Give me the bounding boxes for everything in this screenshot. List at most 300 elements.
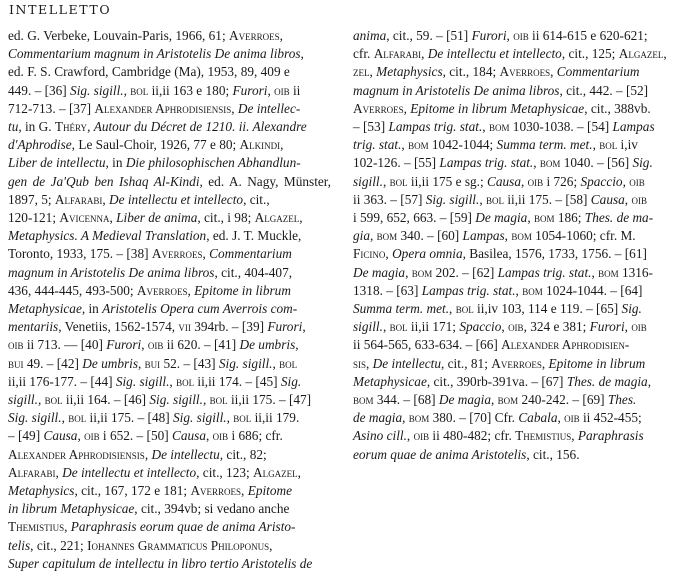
text-run: , — [206, 428, 213, 444]
text-line — [353, 82, 691, 100]
text-run: Ficino — [353, 246, 386, 262]
text-line — [8, 209, 331, 227]
text-run: Metaphysicae — [8, 301, 82, 317]
text-run: Epitome — [247, 483, 293, 499]
text-line — [353, 427, 691, 445]
text-run: vii — [178, 319, 191, 335]
text-line — [8, 336, 331, 354]
text-run: ii,ii 175. – [48] — [86, 410, 174, 426]
text-line — [353, 27, 691, 45]
text-run: , — [55, 464, 63, 480]
text-line — [353, 245, 691, 263]
text-run: Alfarabi — [8, 464, 56, 480]
text-run: , cit., 81; — [440, 355, 492, 371]
text-run: , — [144, 446, 152, 462]
text-run: Alkindi — [239, 137, 281, 153]
text-run: Metaphysics — [8, 483, 75, 499]
text-run: bui — [8, 355, 24, 371]
text-run: , cit., 167, 172 e 181; — [74, 483, 191, 499]
text-run: bom — [408, 410, 430, 426]
left-column — [8, 27, 331, 573]
text-run: Algazel — [253, 464, 298, 480]
text-run: zel — [353, 64, 370, 80]
text-run: cfr. — [353, 46, 374, 62]
text-run: Sig. — [632, 155, 653, 171]
text-run: Causa — [172, 428, 206, 444]
text-run: i 599, 652, 663. – [59] — [353, 210, 476, 226]
text-run: , — [302, 319, 306, 335]
text-run: , — [402, 410, 409, 426]
text-run: , in — [81, 301, 103, 317]
text-line — [8, 154, 331, 172]
text-run: Paraphrasis — [577, 428, 644, 444]
text-run: , — [541, 355, 549, 371]
text-run: 712-713. – [37] — [8, 100, 95, 116]
text-run: Epitome in librum — [194, 282, 291, 298]
text-line — [353, 173, 691, 191]
text-run: Averroes — [190, 483, 242, 499]
text-run: oib — [413, 428, 430, 444]
text-run: ii,ii 163 e 180; — [148, 82, 233, 98]
text-run: Furori — [106, 337, 142, 353]
text-run: Lampas — [462, 228, 505, 244]
text-run: , — [527, 210, 534, 226]
running-head: INTELLETTO — [9, 2, 112, 17]
text-run: Furori — [589, 319, 625, 335]
text-run: Algazel — [618, 46, 664, 62]
text-run: ed. F. S. Crawford, Cambridge (Ma), 1953, 89, 409 e — [8, 64, 290, 80]
text-run: , — [64, 519, 71, 535]
text-run: bom — [539, 155, 561, 171]
text-run: Summa term. met. — [496, 137, 593, 153]
text-run: , — [571, 428, 578, 444]
text-run: , — [533, 155, 540, 171]
text-run: , — [501, 319, 509, 335]
text-run: , in G. — [18, 119, 55, 135]
text-run: oib — [84, 428, 100, 444]
text-run: Algazel — [254, 210, 300, 226]
text-run: De intellectu — [151, 446, 220, 462]
text-line — [353, 446, 691, 464]
text-run: Sig. sigill. — [70, 82, 124, 98]
text-line — [8, 391, 331, 409]
text-line — [353, 300, 691, 318]
text-run: , — [279, 28, 283, 43]
text-run: Spaccio — [580, 173, 623, 189]
text-run: ii,ii 176-177. – [44] — [8, 373, 116, 389]
text-run: ii,ii 175. – [58] — [504, 191, 591, 207]
text-line — [8, 100, 331, 118]
text-run: 1318. – [63] — [353, 282, 422, 298]
text-run: bol — [130, 82, 149, 98]
text-run: De magia — [438, 392, 491, 408]
text-run: , — [141, 337, 148, 353]
text-run: 344. – [68] — [373, 392, 439, 408]
text-run: , Venetiis, 1562-1574, — [58, 319, 179, 335]
text-run: Lampas trig. stat. — [439, 155, 534, 171]
text-run: , — [504, 228, 512, 244]
text-line — [353, 227, 691, 245]
text-run: bol — [68, 410, 87, 426]
text-run: 102-126. – [55] — [353, 155, 440, 171]
text-line — [8, 282, 331, 300]
text-run: Commentarium — [209, 246, 292, 262]
text-run: , cit., 394vb; si vedano anche — [134, 501, 290, 517]
text-line — [353, 45, 691, 63]
text-line — [8, 427, 331, 445]
text-run: Alexander Aphrodisiensis — [94, 100, 232, 116]
text-run: 186; — [554, 210, 585, 226]
text-line — [353, 136, 691, 154]
text-line — [8, 446, 331, 464]
text-run: , — [490, 392, 498, 408]
text-run: , cit., 442. – [52] — [559, 82, 649, 98]
text-run: 52. – [43] — [160, 355, 219, 371]
text-run: bol — [599, 137, 618, 153]
text-run: Commentarium magnum in Aristotelis De anima libros — [8, 46, 301, 62]
text-line — [8, 245, 331, 263]
text-run: Sig. sigill. — [425, 191, 480, 207]
text-run: Aristotelis Opera cum Averrois com- — [102, 301, 298, 317]
text-run: Alfarabi — [373, 46, 422, 62]
text-run: , ed. J. T. Muckle, — [206, 228, 302, 244]
text-run: De magia — [475, 210, 528, 226]
text-run: sigill. — [8, 392, 38, 408]
text-run: bom — [488, 119, 510, 135]
text-run: Themistius — [8, 519, 65, 535]
text-run: Iohannes Grammaticus Philoponus — [87, 537, 270, 553]
text-run: ii 713. — [40] — [23, 337, 107, 353]
text-run: , — [295, 337, 299, 353]
text-line — [8, 318, 331, 336]
text-run: , — [591, 264, 599, 280]
text-run: , cit., 388vb. — [584, 100, 651, 116]
text-line — [8, 227, 331, 245]
text-run: Super capitulum de intellectu in libro tertio Aristotelis de — [8, 555, 313, 571]
text-run: , — [622, 173, 630, 189]
text-line — [353, 409, 691, 427]
text-line — [8, 45, 331, 63]
text-run: bom — [511, 228, 532, 244]
text-run: Lampas trig. stat. — [421, 282, 516, 298]
text-run: Sig. sigill. — [8, 410, 62, 426]
text-run: De intellectu et intellecto — [62, 464, 197, 480]
text-run: i 652. – [50] — [99, 428, 172, 444]
text-run: oib — [513, 28, 529, 43]
text-run: i,iv — [617, 137, 638, 153]
text-run: Alexander Aphrodisiensis — [8, 446, 145, 462]
text-run: , cit., — [243, 191, 270, 207]
text-run: Alfarabi — [54, 191, 103, 207]
text-run: Asino cill. — [353, 428, 407, 444]
text-run: bol — [389, 319, 408, 335]
text-run: bom — [598, 264, 619, 280]
text-run: , — [479, 191, 486, 207]
text-run: , cit., i 98; — [197, 210, 255, 226]
text-run: 120-121; — [8, 210, 60, 226]
text-run: , — [449, 301, 456, 317]
text-run: oib — [629, 173, 645, 189]
text-run: 380. – [70] Cfr. — [429, 410, 519, 426]
text-run: , — [624, 319, 632, 335]
text-line — [8, 500, 331, 518]
text-run: 1024-1044. – [64] — [542, 282, 643, 298]
text-run: 436, 444-445, 493-500; — [8, 282, 137, 298]
text-run: De intellectu — [372, 355, 441, 371]
text-run: oib — [508, 319, 524, 335]
text-line — [8, 537, 331, 555]
text-run: oib — [527, 173, 544, 189]
text-line — [353, 118, 691, 136]
text-run: Cabala — [518, 410, 558, 426]
text-run: i 726; — [543, 173, 581, 189]
text-run: ii 480-482; cfr. — [429, 428, 516, 444]
text-run: Metaphysics — [376, 64, 443, 80]
text-run: Liber de anima — [116, 210, 198, 226]
text-run: De intellec- — [237, 100, 301, 116]
text-run: Furori — [267, 319, 303, 335]
text-run: ii 620. – [41] — [163, 337, 240, 353]
text-run: , — [366, 355, 373, 371]
text-run: , cit., 404-407, — [214, 264, 293, 280]
text-run: , — [405, 264, 412, 280]
text-run: bol — [389, 173, 408, 189]
text-run: 1042-1044; — [428, 137, 497, 153]
text-line — [8, 464, 331, 482]
text-line — [8, 409, 331, 427]
text-run: , cit., 184; — [442, 64, 500, 80]
text-run: De umbris — [239, 337, 296, 353]
text-run: bol — [176, 373, 195, 389]
text-line — [353, 318, 691, 336]
text-line — [8, 264, 331, 282]
text-line — [353, 391, 691, 409]
text-run: Sig. — [280, 373, 302, 389]
text-run: Epitome in librum Metaphysicae — [410, 100, 585, 116]
text-run: , — [521, 173, 528, 189]
text-run: bom — [353, 392, 374, 408]
text-run: ii 564-565, 633-634. – [66] — [353, 337, 502, 353]
text-run: , — [109, 210, 117, 226]
text-run: Furori — [232, 82, 268, 98]
text-line — [353, 63, 691, 81]
text-run: , in — [105, 155, 126, 171]
text-line — [353, 209, 691, 227]
text-run: 449. – [36] — [8, 82, 71, 98]
text-line — [353, 282, 691, 300]
text-run: ii 363. – [57] — [353, 191, 426, 207]
text-run: Sig. sigill. — [115, 373, 170, 389]
text-run: eorum quae de anima Aristotelis — [353, 446, 527, 462]
text-run: telis — [8, 537, 31, 553]
text-run: bom — [497, 392, 519, 408]
text-line — [8, 27, 331, 45]
text-run: bom — [522, 282, 543, 298]
text-run: Lampas trig. stat. — [497, 264, 592, 280]
text-run: in librum Metaphysicae — [8, 501, 135, 517]
text-run: , — [624, 191, 632, 207]
text-run: oib — [631, 191, 647, 207]
text-run: Sig. sigill. — [218, 355, 273, 371]
text-run: , — [280, 137, 284, 153]
text-run: Epitome in librum — [548, 355, 646, 371]
text-run: , Le Saul-Choir, 1926, 77 e 80; — [71, 137, 240, 153]
text-run: Opera omnia — [392, 246, 463, 262]
text-run: Causa — [43, 428, 78, 444]
text-run: 1316- — [618, 264, 653, 280]
text-line — [8, 518, 331, 536]
text-run: 202. – [62] — [432, 264, 498, 280]
text-run: ii,ii 175 e sg.; — [407, 173, 488, 189]
text-run: magnum in Aristotelis De anima libros — [8, 264, 215, 280]
text-run: bol — [233, 410, 252, 426]
text-run: ii,ii 179. — [251, 410, 300, 426]
text-run: Sig. sigill. — [149, 392, 203, 408]
text-line — [353, 336, 691, 354]
text-run: , — [482, 119, 489, 135]
text-line — [353, 373, 691, 391]
text-run: , — [297, 464, 301, 480]
text-run: De umbris — [82, 355, 139, 371]
text-run: – [49] — [8, 428, 44, 444]
text-run: Commentarium — [556, 64, 640, 80]
text-run: gen de Ja'Qub ben Ishaq Al-Kindi — [8, 173, 200, 189]
text-run: 1040. – [56] — [560, 155, 633, 171]
text-run: i 686; cfr. — [228, 428, 283, 444]
text-run: Metaphysics. A Medieval Translation — [8, 228, 207, 244]
text-run: ii,ii 174. – [45] — [194, 373, 281, 389]
text-run: , — [37, 392, 45, 408]
text-run: , — [269, 537, 273, 553]
text-run: , — [202, 392, 210, 408]
text-run: ii — [289, 82, 301, 98]
text-run: , — [515, 282, 523, 298]
text-run: ii,ii 171; — [407, 319, 460, 335]
text-run: , — [272, 355, 280, 371]
text-run: sigill. — [353, 319, 383, 335]
text-run: , — [241, 483, 248, 499]
text-line — [8, 373, 331, 391]
text-run: 240-242. – [69] — [518, 392, 608, 408]
text-run: ii 452-455; — [579, 410, 642, 426]
text-run: bui — [144, 355, 161, 371]
text-run: , cit., 123; — [196, 464, 254, 480]
text-run: , — [369, 64, 377, 80]
text-run: , — [550, 64, 557, 80]
text-line — [353, 264, 691, 282]
text-run: Lampas trig. stat. — [388, 119, 483, 135]
text-run: Themistius — [515, 428, 572, 444]
text-run: 340. – [60] — [397, 228, 463, 244]
text-run: , — [557, 410, 565, 426]
text-run: 49. – [42] — [23, 355, 83, 371]
text-run: Paraphrasis eorum quae de anima Aristo- — [70, 519, 296, 535]
text-run: magnum in Aristotelis De anima libros — [353, 82, 560, 98]
text-run: Averroes — [228, 28, 280, 43]
text-run: Causa — [590, 191, 625, 207]
text-run: , — [267, 82, 275, 98]
text-run: Averroes — [136, 282, 188, 298]
text-run: , cit., 82; — [219, 446, 267, 462]
right-column — [353, 27, 691, 464]
text-run: 1030-1038. – [54] — [509, 119, 613, 135]
text-run: Alexander Aphrodisien- — [501, 337, 630, 353]
text-run: , — [187, 282, 195, 298]
text-line — [8, 555, 331, 573]
text-run: Metaphysicae — [353, 373, 427, 389]
text-run: trig. stat. — [353, 137, 402, 153]
text-run: oib — [147, 337, 164, 353]
text-run: , 324 e 381; — [523, 319, 590, 335]
text-run: , cit., 156. — [526, 446, 580, 462]
text-run: , — [370, 228, 377, 244]
text-run: bom — [376, 228, 398, 244]
text-run: , cit., 59. – [51] — [386, 28, 472, 43]
text-run: Die philosophischen Abhandlun- — [125, 155, 301, 171]
text-run: Spaccio — [459, 319, 502, 335]
text-run: , — [231, 100, 238, 116]
text-run: oib — [8, 337, 24, 353]
text-run: sigill. — [353, 173, 383, 189]
text-run: sis — [353, 355, 367, 371]
text-line — [8, 300, 331, 318]
text-line — [8, 82, 331, 100]
text-run: , — [647, 373, 652, 389]
text-run: , — [401, 137, 409, 153]
text-line — [8, 118, 331, 136]
text-run: , — [299, 210, 303, 226]
text-run: bol — [44, 392, 63, 408]
text-run: Furori — [471, 28, 507, 43]
text-line — [353, 191, 691, 209]
text-run: oib — [212, 428, 229, 444]
text-run: Liber de intellectu — [8, 155, 106, 171]
text-run: De intellectu et intellecto — [109, 191, 244, 207]
text-run: 1054-1060; cfr. M. — [531, 228, 636, 244]
text-run: bom — [533, 210, 555, 226]
text-run: , — [385, 246, 393, 262]
text-run: , — [138, 355, 145, 371]
text-run: bol — [455, 301, 474, 317]
text-run: mentariis — [8, 319, 59, 335]
text-run: oib — [631, 319, 647, 335]
text-line — [8, 136, 331, 154]
text-run: Sig. sigill. — [173, 410, 227, 426]
text-run: Sig. — [621, 301, 642, 317]
text-run: Thes. de ma- — [584, 210, 654, 226]
text-run: tu — [8, 119, 19, 135]
text-run: d'Aphrodise — [8, 137, 72, 153]
text-run: , — [77, 428, 85, 444]
text-run: Lampas — [612, 119, 655, 135]
text-run: Averroes — [491, 355, 542, 371]
text-run: bom — [408, 137, 429, 153]
text-run: ii 614-615 e 620-621; — [528, 28, 648, 43]
text-run: bol — [486, 191, 504, 207]
text-run: Théry — [54, 119, 88, 135]
text-run: , — [102, 191, 110, 207]
text-run: , — [403, 100, 411, 116]
text-run: Avicenna — [59, 210, 110, 226]
text-run: De magia — [353, 264, 406, 280]
text-run: ii,iv 103, 114 e 119. – [65] — [473, 301, 622, 317]
text-run: Toronto, 1933, 175. – [38] — [8, 246, 152, 262]
text-run: , — [592, 137, 600, 153]
text-line — [8, 63, 331, 81]
text-line — [8, 482, 331, 500]
text-line — [353, 154, 691, 172]
text-run: , — [226, 410, 234, 426]
